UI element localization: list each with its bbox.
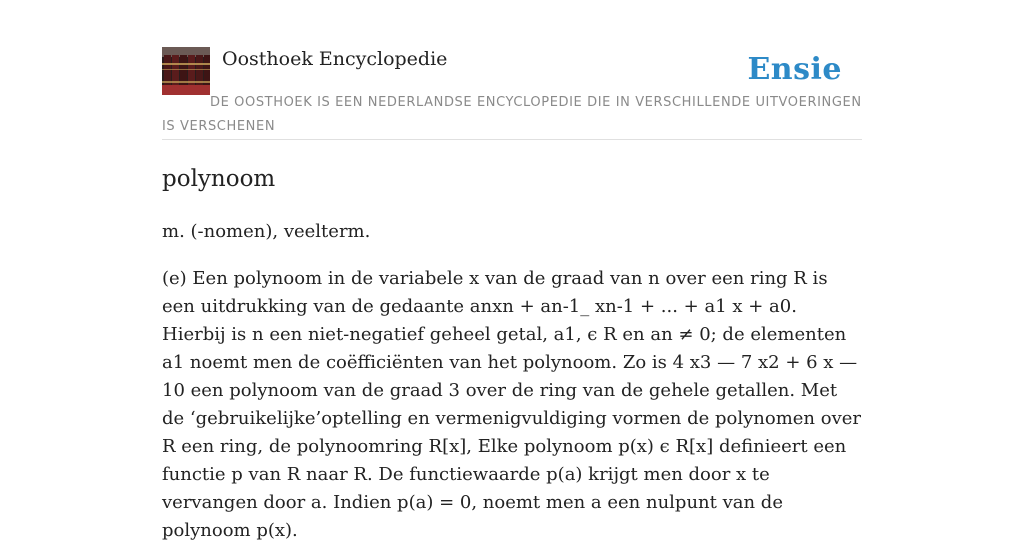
article-paragraph: (e) Een polynoom in de variabele x van de graad van n over een ring R is een uitdrukking van de gedaante anxn + an-1_ xn-1 + ... + a1 x + a0. Hierbij is n een niet-negatief geheel getal, a1, ϵ R en an ≠ 0; de elementen a1 noemt men de coëfficiënten van het polynoom. Zo is 4 x3 — 7 x2 + 6 x — 10 een polynoom van de graad 3 over de ring van de gehele getallen. Met de ‘gebruikelijke’optelling en vermenigvuldiging vormen de polynomen over R een ring, de polynoomring R[x], Elke polynoom p(x) ϵ R[x] definieert een functie p van R naar R. De functiewaarde p(a) krijgt men door x te vervangen door a. Indien p(a) = 0, noemt men a een nulpunt van de polynoom p(x). — [162, 268, 862, 541]
article-title: polynoom — [162, 166, 276, 192]
source-name-link[interactable]: Oosthoek Encyclopedie — [222, 48, 448, 70]
source-header — [162, 46, 862, 140]
article-paragraph: m. (-nomen), veelterm. — [162, 221, 371, 242]
ensie-logo[interactable]: Ensie — [747, 52, 842, 87]
source-tagline: DE OOSTHOEK IS EEN NEDERLANDSE ENCYCLOPEDIE DIE IN VERSCHILLENDE UITVOERINGEN IS VERSCHENEN — [162, 95, 862, 134]
encyclopedia-books-icon — [162, 47, 210, 95]
source-avatar[interactable] — [162, 47, 210, 95]
article-container — [162, 46, 862, 545]
